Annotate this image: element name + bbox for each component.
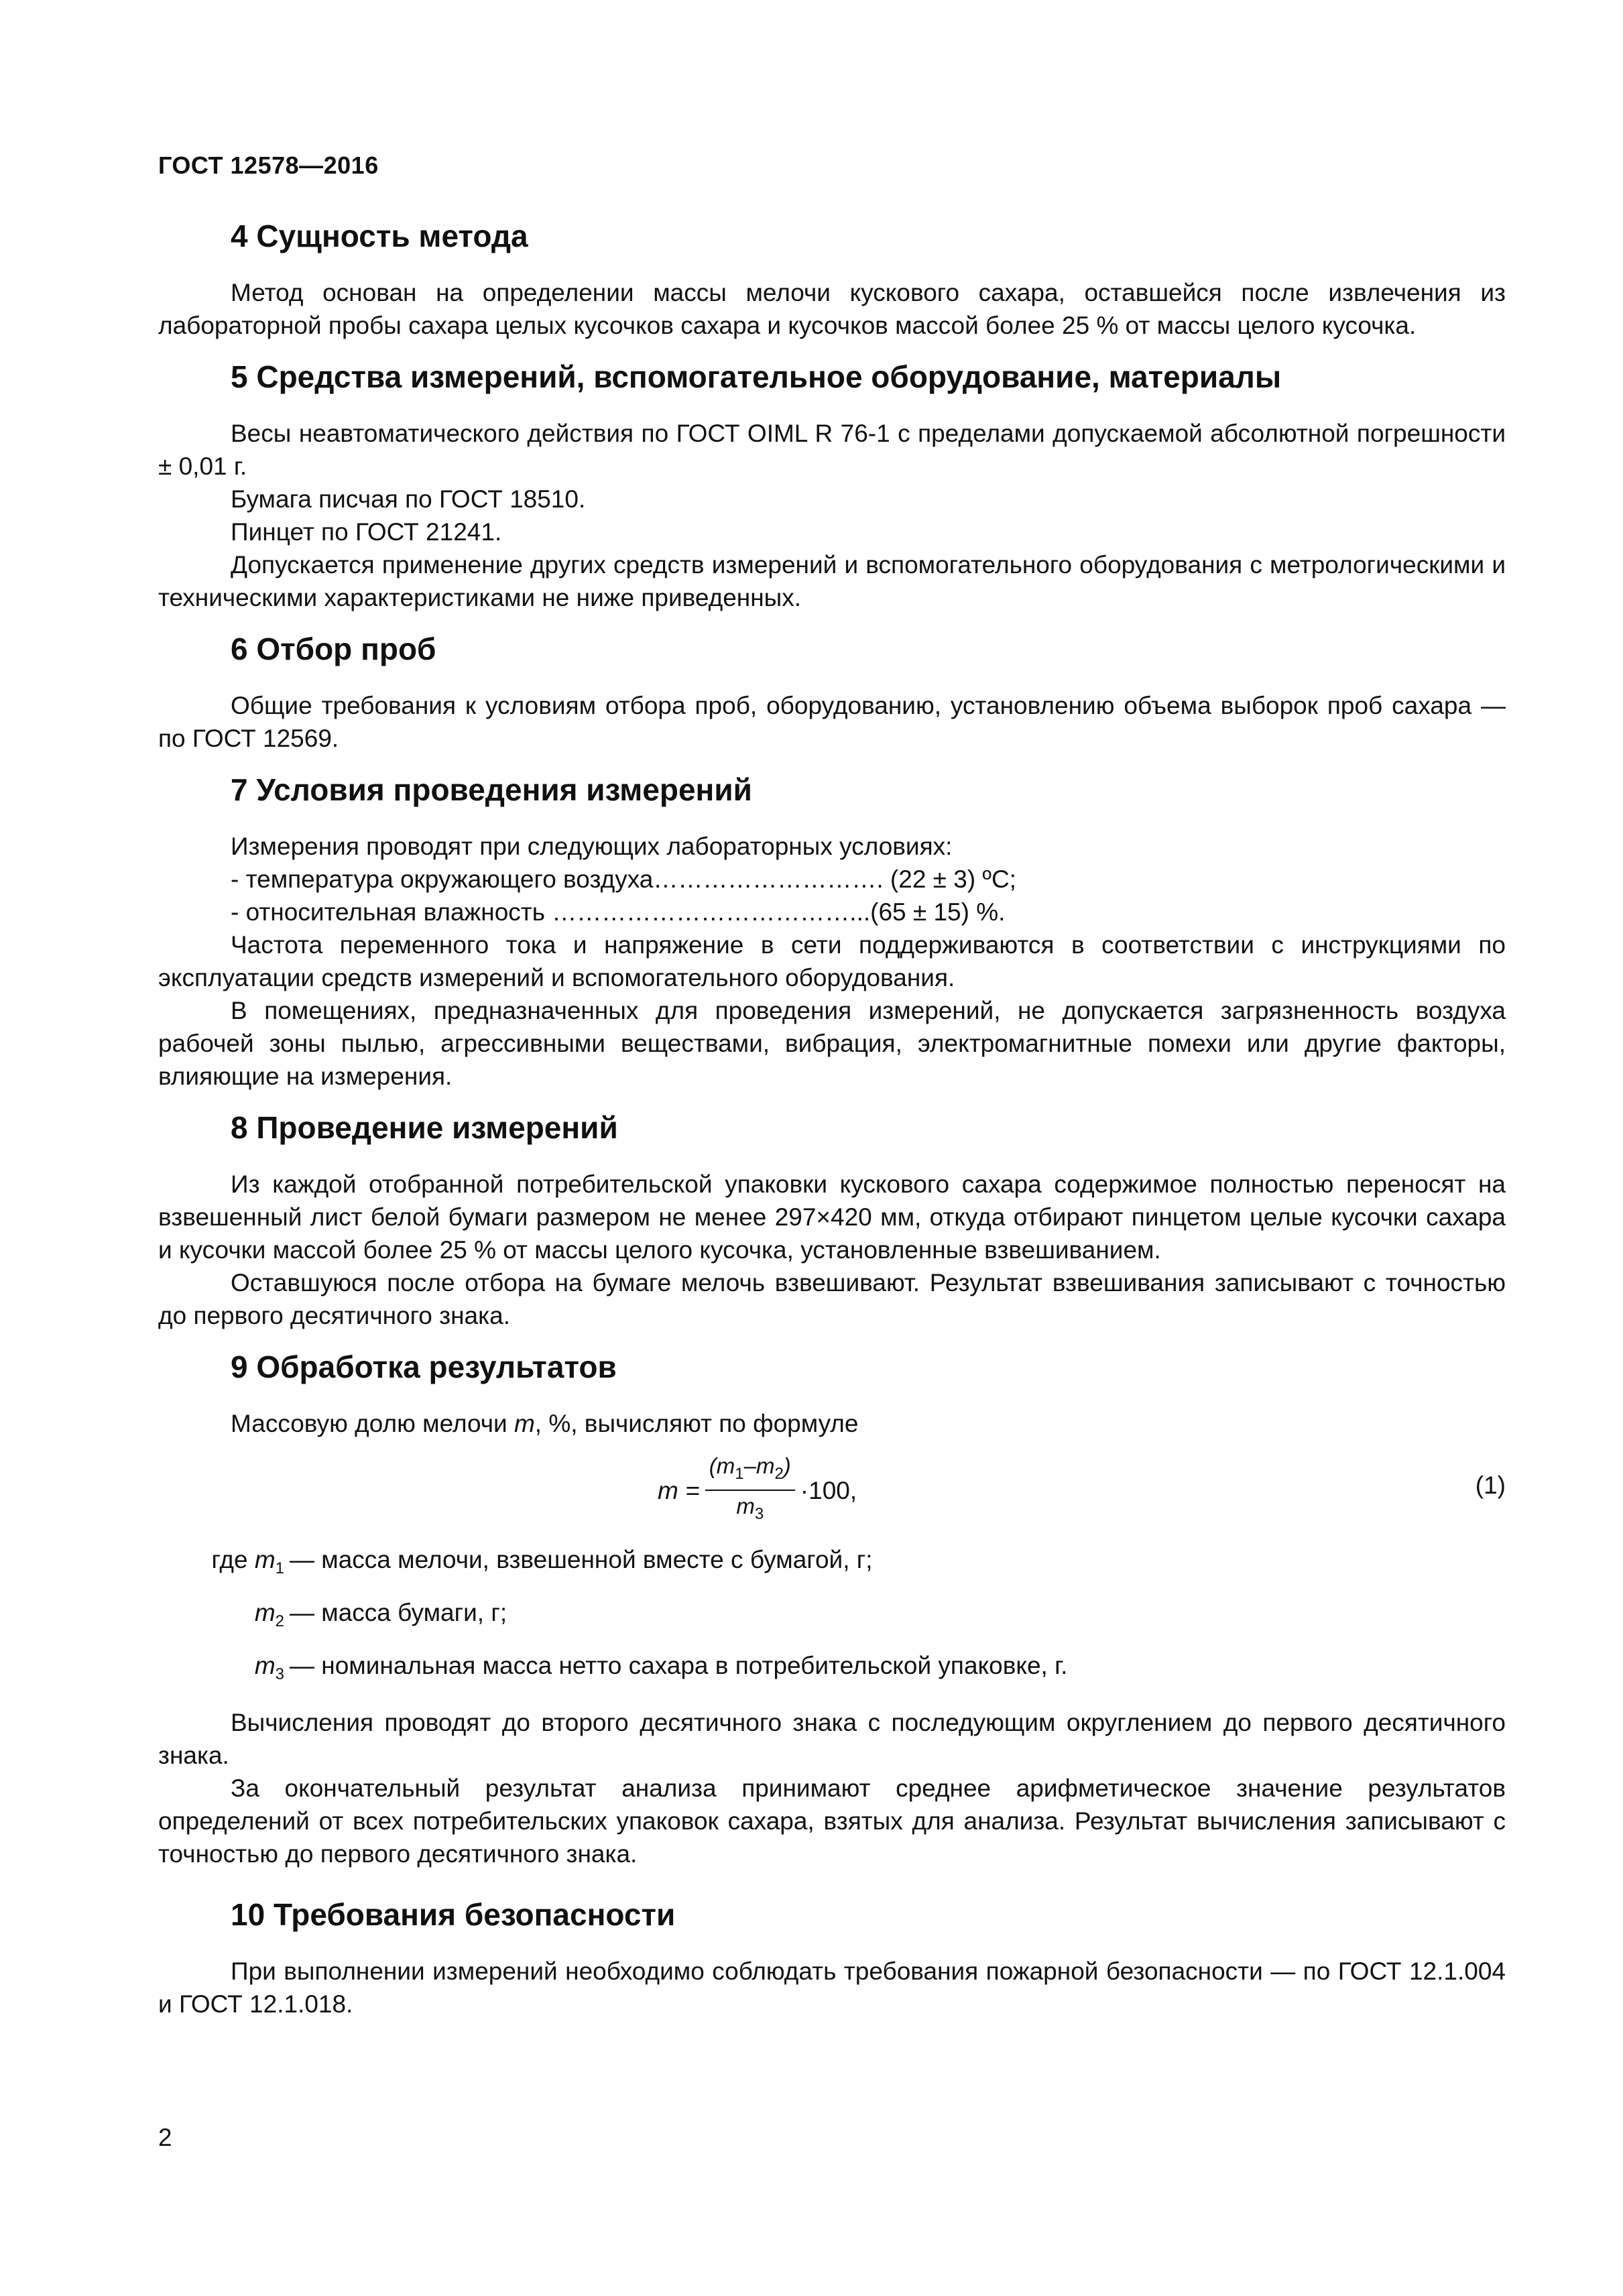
num-close: ) [783,1453,791,1478]
section-title: 7 Условия проведения измерений [231,772,752,807]
den-sub: 3 [754,1505,764,1523]
formula-numerator [705,1452,795,1491]
num-var: m [716,1453,735,1478]
section-title: 4 Сущность метода [231,219,528,253]
section-7 [158,770,1506,1093]
section-4 [158,216,1506,342]
formula-tail: ·100, [800,1476,857,1504]
text-run: , %, вычисляют по формуле [534,1410,859,1437]
legend-row [158,1538,1506,1591]
section-5 [158,357,1506,614]
paragraph: За окончательный результат анализа принимают среднее арифметическое значение результатов определений от всех потребительских упаковок сахара, взятых для анализа. Результат вычисления записывают с точностью до первого десятичного знака. [158,1774,1506,1868]
formula-lhs: m = [658,1476,700,1504]
equation-number: (1) [1475,1471,1506,1499]
den-var: m [736,1494,755,1518]
variable: m [514,1410,535,1437]
section-10 [158,1894,1506,2020]
paragraph: Пинцет по ГОСТ 21241. [231,518,502,546]
legend-text: — масса бумаги, г; [290,1599,507,1626]
paragraph: Из каждой отобранной потребительской упаковки кускового сахара содержимое полностью переносят на взвешенный лист белой бумаги размером не менее 297×420 мм, откуда отбирают пинцетом целые кусочки сахара и кусочки массой более 25 % от массы целого кусочка, установленные взвешиванием. [158,1170,1506,1264]
legend-text: — масса мелочи, взвешенной вместе с бумагой, г; [290,1546,873,1573]
paragraph: Допускается применение других средств измерений и вспомогательного оборудования с метрологическими и техническими характеристиками не ниже приведенных. [158,551,1506,611]
paragraph: Оставшуюся после отбора на бумаге мелочь взвешивают. Результат взвешивания записывают с точностью до первого десятичного знака. [158,1269,1506,1329]
legend-text: — номинальная масса нетто сахара в потребительской упаковке, г. [290,1652,1068,1679]
formula-1 [158,1445,1506,1526]
legend-symbol [158,1538,290,1591]
paragraph: В помещениях, предназначенных для проведения измерений, не допускается загрязненность воздуха рабочей зоны пылью, агрессивными веществами, вибрация, электромагнитные помехи или другие факторы, влияющие на измерения. [158,997,1506,1090]
section-9 [158,1347,1506,1870]
formula-denominator [736,1491,764,1528]
legend-symbol [158,1644,290,1697]
paragraph: При выполнении измерений необходимо соблюдать требования пожарной безопасности — по ГОСТ 12.1.004 и ГОСТ 12.1.018. [158,1957,1506,2018]
num-sub: 1 [735,1465,744,1483]
formula-expression [658,1452,857,1528]
num-open: ( [709,1453,717,1478]
legend-prefix: где [211,1546,255,1573]
paragraph [158,1407,1506,1440]
legend-row [158,1591,1506,1644]
paragraph: Измерения проводят при следующих лабораторных условиях: [231,833,953,860]
document-body [158,216,1506,2035]
page-number: 2 [158,2124,172,2151]
condition-humidity: - относительная влажность ………………………………...(65 ± 15) %. [231,898,1006,926]
paragraph: Метод основан на определении массы мелочи кускового сахара, оставшейся после извлечения из лабораторной пробы сахара целых кусочков сахара и кусочков массой более 25 % от массы целого кусочка. [158,279,1506,339]
section-title: 9 Обработка результатов [231,1349,617,1384]
condition-temperature: - температура окружающего воздуха………………………. (22 ± 3) ºС; [231,865,1016,893]
section-title: 6 Отбор проб [231,631,436,666]
num-minus: – [743,1453,756,1478]
variables-legend [158,1538,1506,1697]
legend-symbol [158,1591,290,1644]
section-title: 10 Требования безопасности [231,1897,676,1932]
paragraph: Бумага писчая по ГОСТ 18510. [231,485,586,513]
legend-var: m [254,1599,276,1626]
section-8 [158,1107,1506,1332]
paragraph: Общие требования к условиям отбора проб, оборудованию, установлению объема выборок проб сахара — по ГОСТ 12569. [158,692,1506,752]
paragraph: Весы неавтоматического действия по ГОСТ OIML R 76-1 с пределами допускаемой абсолютной погрешности ± 0,01 г. [158,420,1506,480]
paragraph: Вычисления проводят до второго десятичного знака с последующим округлением до первого десятичного знака. [158,1709,1506,1769]
paragraph: Частота переменного тока и напряжение в сети поддерживаются в соответствии с инструкциями по эксплуатации средств измерений и вспомогательного оборудования. [158,931,1506,991]
legend-row [158,1644,1506,1697]
num-var: m [756,1453,775,1478]
formula-fraction [705,1452,795,1528]
num-sub: 2 [774,1465,784,1483]
section-title: 8 Проведение измерений [231,1110,618,1145]
section-6 [158,629,1506,755]
legend-var: m [254,1546,276,1573]
legend-var: m [254,1652,276,1679]
legend-sub: 2 [275,1612,284,1630]
legend-sub: 1 [275,1559,284,1577]
document-header: ГОСТ 12578—2016 [158,152,379,179]
section-title: 5 Средства измерений, вспомогательное оборудование, материалы [231,359,1282,394]
legend-sub: 3 [275,1665,284,1683]
text-run: Массовую долю мелочи [231,1410,514,1437]
